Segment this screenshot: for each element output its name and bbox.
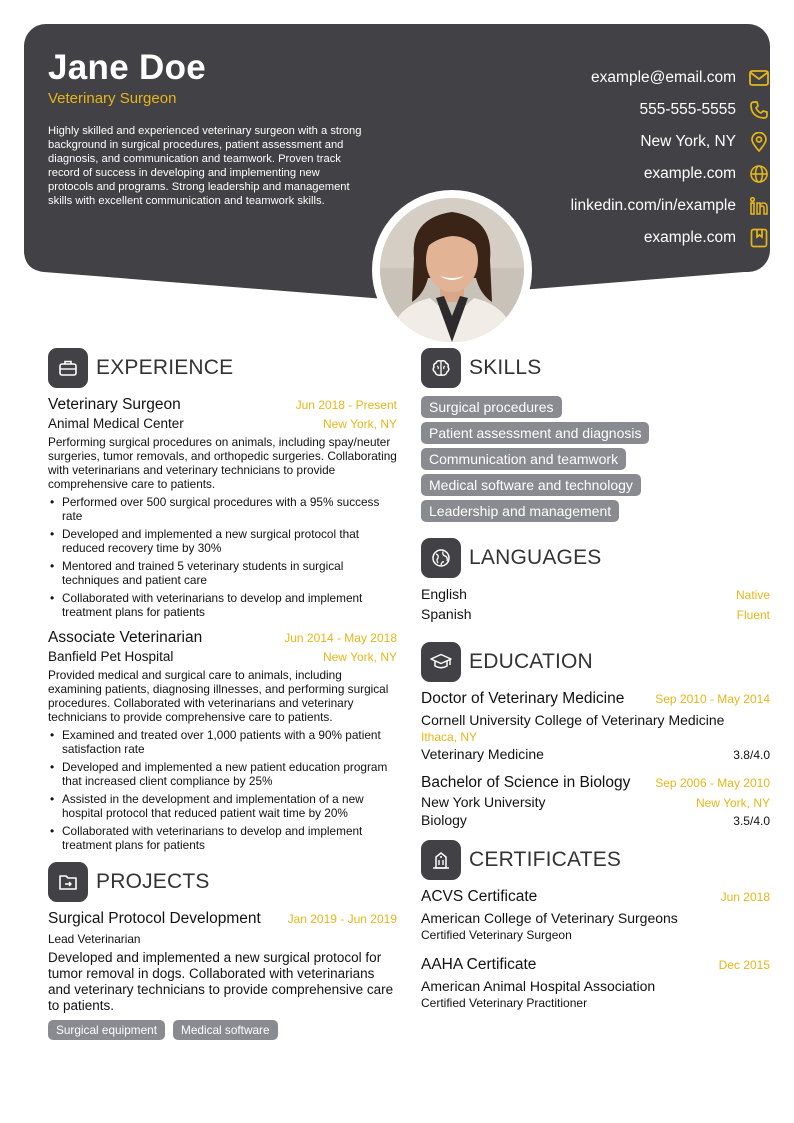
project-tag: Medical software bbox=[173, 1020, 278, 1040]
job-bullets bbox=[48, 728, 397, 852]
right-column bbox=[421, 348, 770, 1024]
project-tags bbox=[48, 1020, 397, 1040]
job-bullet: • Developed and implemented a new patient education program that increased client compliance by 25% bbox=[48, 760, 397, 788]
skill-tag: Patient assessment and diagnosis bbox=[421, 422, 649, 444]
certificate-item bbox=[421, 888, 770, 942]
project-tag: Surgical equipment bbox=[48, 1020, 165, 1040]
profile-photo bbox=[380, 198, 524, 342]
summary-text: Highly skilled and experienced veterinary surgeon with a strong background in surgical procedures, patient assessment and diagnosis, and communication and teamwork. Proven track record of success in developing and implementing new protocols and programs. Strong leadership and management skills with excellent communication and teamwork skills. bbox=[48, 125, 362, 207]
gpa: 3.5/4.0 bbox=[733, 814, 770, 828]
school-name: Cornell University College of Veterinary Medicine bbox=[421, 712, 725, 728]
globe-icon bbox=[748, 163, 770, 185]
language-level: Fluent bbox=[736, 608, 770, 622]
skill-list bbox=[421, 396, 770, 522]
job-location: New York, NY bbox=[322, 417, 397, 431]
contact-location-text: New York, NY bbox=[640, 133, 736, 150]
certificate-name: AAHA Certificate bbox=[421, 956, 537, 973]
bookmark-icon bbox=[748, 227, 770, 249]
education-item bbox=[421, 774, 770, 828]
skill-tag: Communication and teamwork bbox=[421, 448, 626, 470]
contact-linkedin-text[interactable]: linkedin.com/in/example bbox=[570, 197, 736, 214]
languages-header bbox=[421, 538, 770, 578]
projects-title: PROJECTS bbox=[96, 870, 210, 893]
skills-header bbox=[421, 348, 770, 388]
briefcase-icon bbox=[48, 348, 88, 388]
linkedin-icon bbox=[748, 195, 770, 217]
certificate-org: American Animal Hospital Association bbox=[421, 978, 656, 994]
job-description: Provided medical and surgical care to animals, including examining patients, diagnosing illnesses, and performing surgical procedures. Collaborated with veterinarians and veterinary technicians to provide comprehensive care to patients. bbox=[48, 668, 389, 724]
certificate-item bbox=[421, 956, 770, 1010]
projects-header bbox=[48, 862, 397, 902]
email-icon bbox=[748, 67, 770, 89]
skill-tag: Surgical procedures bbox=[421, 396, 562, 418]
degree-name: Doctor of Veterinary Medicine bbox=[421, 690, 625, 707]
education-title: EDUCATION bbox=[469, 650, 593, 673]
job-bullet: • Examined and treated over 1,000 patients with a 90% patient satisfaction rate bbox=[48, 728, 397, 756]
certificates-title: CERTIFICATES bbox=[469, 848, 622, 871]
job-bullet: • Developed and implemented a new surgical protocol that reduced recovery time by 30% bbox=[48, 527, 397, 555]
language-item bbox=[421, 606, 770, 626]
field-of-study: Veterinary Medicine bbox=[421, 746, 544, 762]
education-date: Sep 2006 - May 2010 bbox=[655, 776, 770, 790]
job-location: New York, NY bbox=[322, 650, 397, 664]
language-item bbox=[421, 586, 770, 606]
skill-tag: Medical software and technology bbox=[421, 474, 641, 496]
language-level: Native bbox=[735, 588, 770, 602]
job-bullet: • Mentored and trained 5 veterinary students in surgical techniques and patient care bbox=[48, 559, 397, 587]
certificate-org: American College of Veterinary Surgeons bbox=[421, 910, 678, 926]
project-item bbox=[48, 910, 397, 1040]
gpa: 3.8/4.0 bbox=[733, 748, 770, 762]
certificate-role: Certified Veterinary Practitioner bbox=[421, 996, 588, 1010]
certificate-date: Jun 2018 bbox=[720, 890, 770, 904]
job-bullets bbox=[48, 495, 397, 619]
school-location: Ithaca, NY bbox=[421, 730, 478, 744]
job-org: Animal Medical Center bbox=[48, 416, 184, 431]
certificate-role: Certified Veterinary Surgeon bbox=[421, 928, 572, 942]
phone-icon bbox=[748, 99, 770, 121]
contact-website[interactable] bbox=[440, 158, 770, 190]
languages-title: LANGUAGES bbox=[469, 546, 602, 569]
skills-title: SKILLS bbox=[469, 356, 542, 379]
certificates-header bbox=[421, 840, 770, 880]
project-role: Lead Veterinarian bbox=[48, 932, 141, 946]
experience-item bbox=[48, 396, 397, 619]
degree-name: Bachelor of Science in Biology bbox=[421, 774, 631, 791]
language-name: English bbox=[421, 586, 467, 602]
contact-phone-text[interactable]: 555-555-5555 bbox=[639, 101, 736, 118]
job-date: Jun 2014 - May 2018 bbox=[284, 631, 397, 645]
education-date: Sep 2010 - May 2014 bbox=[655, 692, 770, 706]
contact-email-text[interactable]: example@email.com bbox=[591, 69, 736, 86]
job-bullet: • Collaborated with veterinarians to develop and implement treatment plans for patients bbox=[48, 591, 397, 619]
project-date: Jan 2019 - Jun 2019 bbox=[287, 912, 397, 926]
institution-icon bbox=[421, 840, 461, 880]
language-name: Spanish bbox=[421, 606, 472, 622]
field-of-study: Biology bbox=[421, 812, 467, 828]
job-title: Associate Veterinarian bbox=[48, 629, 203, 646]
project-title: Surgical Protocol Development bbox=[48, 910, 261, 927]
job-title: Veterinary Surgeon bbox=[48, 396, 181, 413]
project-description: Developed and implemented a new surgical protocol for tumor removal in dogs. Collaborated with veterinarians and veterinary technicians to provide comprehensive care to patients. bbox=[48, 950, 394, 1013]
job-org: Banfield Pet Hospital bbox=[48, 649, 174, 664]
left-column bbox=[48, 348, 397, 1040]
education-item bbox=[421, 690, 770, 762]
contact-website-text[interactable]: example.com bbox=[643, 165, 736, 182]
contact-location bbox=[440, 126, 770, 158]
candidate-name: Jane Doe bbox=[48, 48, 207, 87]
location-icon bbox=[748, 131, 770, 153]
certificate-name: ACVS Certificate bbox=[421, 888, 538, 905]
experience-header bbox=[48, 348, 397, 388]
school-location: New York, NY bbox=[695, 796, 770, 810]
skill-tag: Leadership and management bbox=[421, 500, 619, 522]
experience-item bbox=[48, 629, 397, 852]
brain-icon bbox=[421, 348, 461, 388]
job-bullet: • Performed over 500 surgical procedures with a 95% success rate bbox=[48, 495, 397, 523]
candidate-title: Veterinary Surgeon bbox=[48, 90, 177, 107]
contact-email[interactable] bbox=[440, 62, 770, 94]
contact-portfolio-text[interactable]: example.com bbox=[643, 229, 736, 246]
education-header bbox=[421, 642, 770, 682]
job-bullet: • Collaborated with veterinarians to develop and implement treatment plans for patients bbox=[48, 824, 397, 852]
graduation-cap-icon bbox=[421, 642, 461, 682]
job-description: Performing surgical procedures on animals, including spay/neuter surgeries, tumor removals, and orthopedic surgeries. Collaborating with veterinarians and veterinary technicians to provide comprehensive care to patients. bbox=[48, 435, 397, 491]
school-name: New York University bbox=[421, 794, 546, 810]
job-bullet: • Assisted in the development and implementation of a new hospital protocol that reduced patient wait time by 20% bbox=[48, 792, 397, 820]
job-date: Jun 2018 - Present bbox=[295, 398, 397, 412]
experience-title: EXPERIENCE bbox=[96, 356, 234, 379]
language-list bbox=[421, 586, 770, 626]
folder-icon bbox=[48, 862, 88, 902]
certificate-date: Dec 2015 bbox=[718, 958, 770, 972]
contact-phone[interactable] bbox=[440, 94, 770, 126]
language-icon bbox=[421, 538, 461, 578]
